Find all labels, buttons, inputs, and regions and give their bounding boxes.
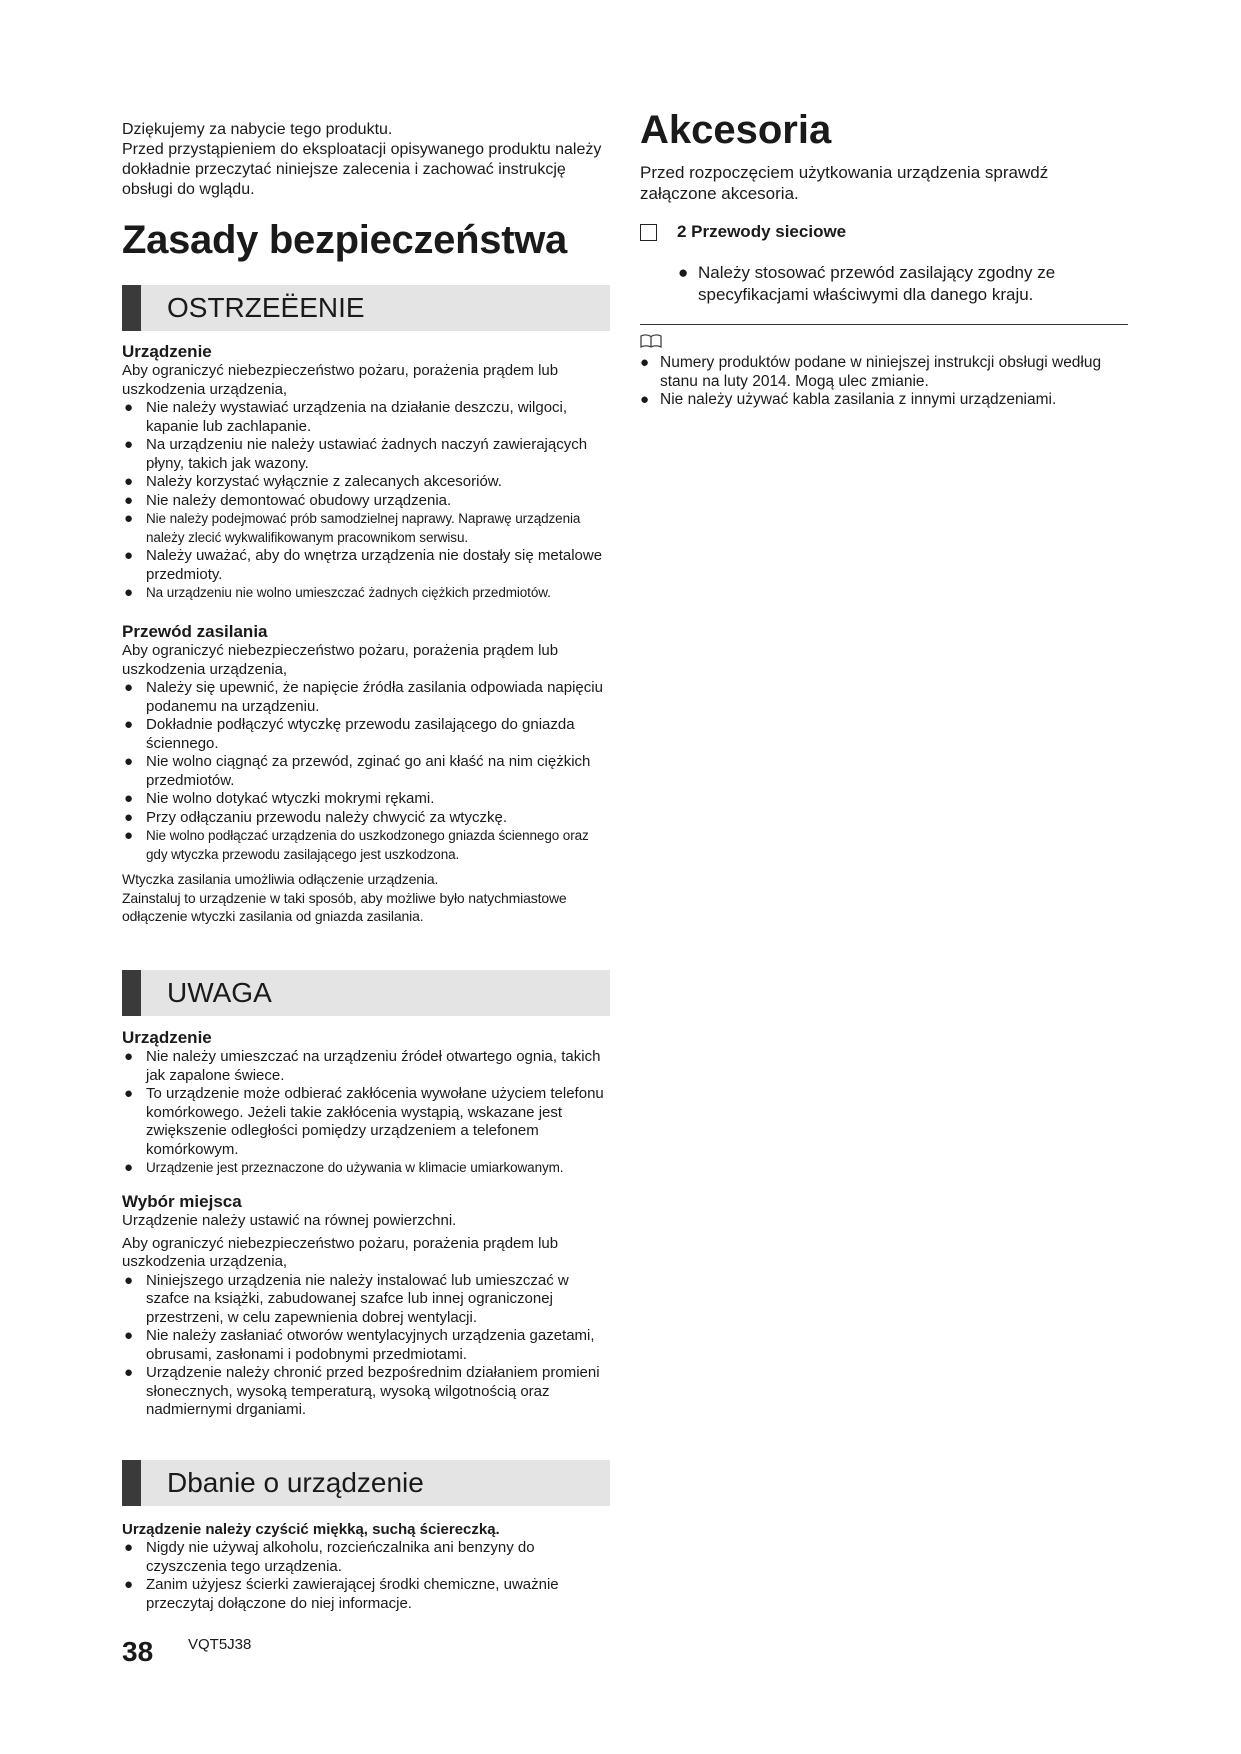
list-item: ● Nie należy podejmować prób samodzielnej naprawy. Naprawę urządzenia należy zlecić wykwalifikowanym pracownikom serwisu. xyxy=(124,510,581,545)
list-item: ● Dokładnie podłączyć wtyczkę przewodu zasilającego do gniazda ściennego. xyxy=(124,716,575,752)
bullet-icon: ● xyxy=(124,491,134,509)
power-note-2: Zainstaluj to urządzenie w taki sposób, aby możliwe było natychmiastowe odłączenie wtyczki zasilania od gniazda zasilania. xyxy=(122,889,567,924)
bullet-icon: ● xyxy=(124,1576,134,1593)
bullet-icon: ● xyxy=(124,584,133,601)
warning-device-heading: Urządzenie xyxy=(122,342,212,361)
caution-location-list xyxy=(122,1272,610,1420)
warning-power-heading: Przewód zasilania xyxy=(122,622,268,641)
care-banner-label: Dbanie o urządzenie xyxy=(167,1467,424,1498)
list-item: ● Należy korzystać wyłącznie z zalecanych akcesoriów. xyxy=(124,473,502,490)
list-item: ● Należy się upewnić, że napięcie źródła zasilania odpowiada napięciu podanemu na urządzeniu. xyxy=(124,679,603,715)
page-number: 38 xyxy=(122,1636,154,1667)
banner-accent-bar xyxy=(122,285,141,331)
bullet-icon: ● xyxy=(124,473,134,490)
list-item: ● Nie wolno ciągnąć za przewód, zginać go ani kłaść na nim ciężkich przedmiotów. xyxy=(124,753,591,789)
bullet-icon: ● xyxy=(124,679,134,696)
bullet-icon: ● xyxy=(124,1327,134,1344)
list-item: ● Nie należy demontować obudowy urządzenia. xyxy=(124,491,452,509)
warning-device-section xyxy=(122,342,610,603)
power-note-1: Wtyczka zasilania umożliwia odłączenie urządzenia. xyxy=(122,871,439,887)
caution-banner-label: UWAGA xyxy=(167,977,272,1008)
intro-line-2: Przed przystąpieniem do eksploatacji opisywanego produktu należy dokładnie przeczytać niniejsze zalecenia i zachować instrukcję obsługi do wglądu. xyxy=(122,141,602,198)
list-item: ● Niniejszego urządzenia nie należy instalować lub umieszczać w szafce na książki, zabudowanej szafce lub innej ograniczonej przestrzeni, w celu zapewnienia dobrej wentylacji. xyxy=(124,1271,569,1326)
location-intro: Aby ograniczyć niebezpieczeństwo pożaru, porażenia prądem lub uszkodzenia urządzenia, xyxy=(122,1234,559,1270)
accessory-label: 2 Przewody sieciowe xyxy=(677,222,847,241)
list-item: ● Na urządzeniu nie wolno umieszczać żadnych ciężkich przedmiotów. xyxy=(124,584,551,601)
list-item: ● Nie wolno dotykać wtyczki mokrymi rękami. xyxy=(124,790,435,807)
caution-device-heading: Urządzenie xyxy=(122,1028,212,1047)
care-list xyxy=(122,1539,610,1613)
bullet-icon: ● xyxy=(124,1539,134,1556)
list-item: ● Urządzenie należy chronić przed bezpośrednim działaniem promieni słonecznych, wysoką temperaturą, wysoką wilgotnością oraz nadmiernymi drganiami. xyxy=(124,1364,600,1418)
bullet-icon: ● xyxy=(124,1085,134,1102)
warning-power-section xyxy=(122,622,610,926)
list-item: ● Nie należy używać kabla zasilania z innymi urządzeniami. xyxy=(640,391,1057,408)
list-item: ● Przy odłączaniu przewodu należy chwycić za wtyczkę. xyxy=(124,808,507,826)
accessory-notes xyxy=(640,354,1128,410)
banner-accent-bar xyxy=(122,1460,141,1506)
bullet-icon: ● xyxy=(124,1159,133,1176)
warning-device-list xyxy=(122,399,610,603)
divider xyxy=(640,324,1128,325)
bullet-icon: ● xyxy=(124,547,134,564)
location-line-1: Urządzenie należy ustawić na równej powierzchni. xyxy=(122,1212,457,1229)
caution-banner xyxy=(122,970,610,1016)
bullet-icon: ● xyxy=(124,1048,134,1065)
list-item: ● Nigdy nie używaj alkoholu, rozcieńczalnika ani benzyny do czyszczenia tego urządzenia. xyxy=(124,1539,535,1575)
list-item: ● Nie należy umieszczać na urządzeniu źródeł otwartego ognia, takich jak zapalone świece. xyxy=(124,1048,601,1084)
bullet-icon: ● xyxy=(640,354,650,371)
caution-device-section xyxy=(122,1028,610,1178)
accessory-note: ● Należy stosować przewód zasilający zgodny ze specyfikacjami właściwymi dla danego kraju. xyxy=(678,263,1056,304)
warning-banner xyxy=(122,285,610,331)
bullet-icon: ● xyxy=(124,1364,134,1381)
list-item: ● Urządzenie jest przeznaczone do używania w klimacie umiarkowanym. xyxy=(124,1159,564,1176)
care-section xyxy=(122,1520,610,1613)
intro-line-1: Dziękujemy za nabycie tego produktu. xyxy=(122,121,393,138)
bullet-icon: ● xyxy=(124,790,134,807)
list-item: ● Nie należy wystawiać urządzenia na działanie deszczu, wilgoci, kapanie lub zachlapanie. xyxy=(124,399,568,435)
checkbox-icon xyxy=(640,224,657,241)
warning-banner-label: OSTRZEËENIE xyxy=(167,292,365,323)
bullet-icon: ● xyxy=(124,399,134,416)
bullet-icon: ● xyxy=(124,436,134,453)
bullet-icon: ● xyxy=(124,753,134,770)
caution-location-heading: Wybór miejsca xyxy=(122,1192,242,1211)
list-item: ● Na urządzeniu nie należy ustawiać żadnych naczyń zawierających płyny, takich jak wazony. xyxy=(124,436,588,472)
warning-power-list xyxy=(122,679,610,864)
safety-title: Zasady bezpieczeństwa xyxy=(122,218,567,262)
accessories-intro: Przed rozpoczęciem użytkowania urządzenia sprawdź załączone akcesoria. xyxy=(640,163,1049,203)
bullet-icon: ● xyxy=(640,391,650,408)
list-item: ● To urządzenie może odbierać zakłócenia wywołane użyciem telefonu komórkowego. Jeżeli takie zakłócenia wystąpią, wskazane jest zwiększenie odległości pomiędzy urządzeniem a telefonem komórkowym. xyxy=(124,1085,604,1158)
care-banner xyxy=(122,1460,610,1506)
list-item: ● Numery produktów podane w niniejszej instrukcji obsługi według stanu na luty 2014. Mogą ulec zmianie. xyxy=(640,354,1102,390)
warning-device-intro: Aby ograniczyć niebezpieczeństwo pożaru, porażenia prądem lub uszkodzenia urządzenia, xyxy=(122,362,559,398)
document-code: VQT5J38 xyxy=(188,1636,252,1653)
banner-accent-bar xyxy=(122,970,141,1016)
care-bold-line: Urządzenie należy czyścić miękką, suchą ściereczką. xyxy=(122,1521,500,1538)
accessory-item xyxy=(640,222,846,242)
open-book-icon xyxy=(640,334,662,348)
list-item: ● Nie należy zasłaniać otworów wentylacyjnych urządzenia gazetami, obrusami, zasłonami i podobnymi przedmiotami. xyxy=(124,1327,595,1363)
warning-power-intro: Aby ograniczyć niebezpieczeństwo pożaru, porażenia prądem lub uszkodzenia urządzenia, xyxy=(122,642,559,678)
accessories-title: Akcesoria xyxy=(640,108,832,152)
list-item: ● Zanim użyjesz ścierki zawierającej środki chemiczne, uważnie przeczytaj dołączone do niej informacje. xyxy=(124,1576,559,1612)
caution-device-list xyxy=(122,1048,610,1178)
bullet-icon: ● xyxy=(678,263,689,282)
bullet-icon: ● xyxy=(124,1271,134,1289)
bullet-icon: ● xyxy=(124,716,134,733)
list-item: ● Należy uważać, aby do wnętrza urządzenia nie dostały się metalowe przedmioty. xyxy=(124,547,603,583)
bullet-icon: ● xyxy=(124,510,133,527)
intro-text xyxy=(122,120,610,200)
bullet-icon: ● xyxy=(124,827,133,844)
list-item: ● Nie wolno podłączać urządzenia do uszkodzonego gniazda ściennego oraz gdy wtyczka przewodu zasilającego jest uszkodzona. xyxy=(124,827,589,862)
caution-location-section xyxy=(122,1192,610,1420)
bullet-icon: ● xyxy=(124,808,134,826)
